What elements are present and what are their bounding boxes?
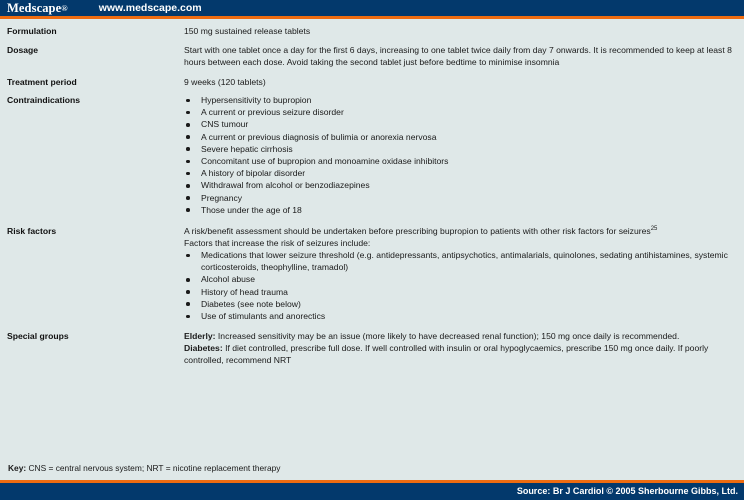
registered-trademark-icon: ® xyxy=(61,3,68,14)
contraindications-list xyxy=(184,94,734,216)
list-item: Severe hepatic cirrhosis xyxy=(184,143,734,155)
list-item: A current or previous diagnosis of bulimia or anorexia nervosa xyxy=(184,131,734,143)
list-item: A history of bipolar disorder xyxy=(184,167,734,179)
brand-name: Medscape xyxy=(7,0,62,15)
key-label: Key: xyxy=(8,463,27,473)
treatment-period-text: 9 weeks (120 tablets) xyxy=(184,77,266,87)
list-item: Withdrawal from alcohol or benzodiazepines xyxy=(184,179,734,191)
row-label-formulation: Formulation xyxy=(7,26,57,36)
list-item: A current or previous seizure disorder xyxy=(184,106,734,118)
medscape-url: www.medscape.com xyxy=(98,1,202,14)
drug-information-table xyxy=(0,19,744,462)
row-value-contraindications xyxy=(184,94,738,216)
formulation-text: 150 mg sustained release tablets xyxy=(184,26,311,36)
row-label-treatment-period: Treatment period xyxy=(7,77,77,87)
table-row xyxy=(7,225,738,322)
source-attribution: Source: Br J Cardiol © 2005 Sherbourne Gibbs, Ltd. xyxy=(516,486,738,496)
list-item: Hypersensitivity to bupropion xyxy=(184,94,734,106)
special-group-elderly-term: Elderly: xyxy=(184,331,216,342)
risk-factors-reference: 25 xyxy=(650,226,658,233)
table-row xyxy=(7,76,738,88)
row-label-dosage: Dosage xyxy=(7,45,39,55)
special-group-diabetes xyxy=(184,342,734,366)
row-value-special-groups xyxy=(184,330,738,366)
header-bar xyxy=(0,0,744,16)
row-label-special-groups: Special groups xyxy=(7,331,69,342)
table-row xyxy=(7,25,738,37)
key-legend xyxy=(0,462,744,480)
row-value-treatment-period xyxy=(184,76,738,88)
special-group-diabetes-term: Diabetes: xyxy=(184,343,223,354)
medscape-logo xyxy=(0,2,68,15)
risk-factors-secondary: Factors that increase the risk of seizures include: xyxy=(184,238,371,249)
table-row xyxy=(7,94,738,216)
special-group-elderly-text: Increased sensitivity may be an issue (more likely to have decreased renal function); 150 mg once daily is recommended. xyxy=(215,331,680,342)
list-item: Diabetes (see note below) xyxy=(184,298,734,310)
list-item: Pregnancy xyxy=(184,192,734,204)
list-item: CNS tumour xyxy=(184,118,734,130)
list-item: History of head trauma xyxy=(184,286,734,298)
table-row xyxy=(7,330,738,366)
row-label-risk-factors: Risk factors xyxy=(7,226,57,237)
table-row xyxy=(7,44,738,68)
list-item: Medications that lower seizure threshold (e.g. antidepressants, antipsychotics, antimalarials, quinolones, sedating antihistamines, systemic corticosteroids, theophylline, tramadol) xyxy=(184,249,734,273)
list-item: Alcohol abuse xyxy=(184,273,734,285)
row-value-formulation xyxy=(184,25,738,37)
dosage-text: Start with one tablet once a day for the first 6 days, increasing to one tablet twice daily from day 7 onwards. It is recommended to keep at least 8 hours between each dose. Avoid taking the second tablet just before bedtime to minimise insomnia xyxy=(184,45,732,67)
risk-factors-intro-text: A risk/benefit assessment should be undertaken before prescribing bupropion to patients with other risk factors for seizures xyxy=(184,226,651,237)
footer-bar xyxy=(0,483,744,500)
list-item: Those under the age of 18 xyxy=(184,204,734,216)
row-value-risk-factors xyxy=(184,225,738,322)
special-group-elderly xyxy=(184,330,734,342)
special-group-diabetes-text: If diet controlled, prescribe full dose. If well controlled with insulin or oral hypoglycaemics, prescribe 150 mg once daily. If poorly controlled, recommend NRT xyxy=(184,343,709,366)
key-text: CNS = central nervous system; NRT = nicotine replacement therapy xyxy=(28,463,281,473)
row-value-dosage xyxy=(184,44,738,68)
list-item: Use of stimulants and anorectics xyxy=(184,310,734,322)
list-item: Concomitant use of bupropion and monoamine oxidase inhibitors xyxy=(184,155,734,167)
risk-factors-list xyxy=(184,249,734,322)
row-label-contraindications: Contraindications xyxy=(7,95,81,105)
risk-factors-intro xyxy=(184,225,734,237)
